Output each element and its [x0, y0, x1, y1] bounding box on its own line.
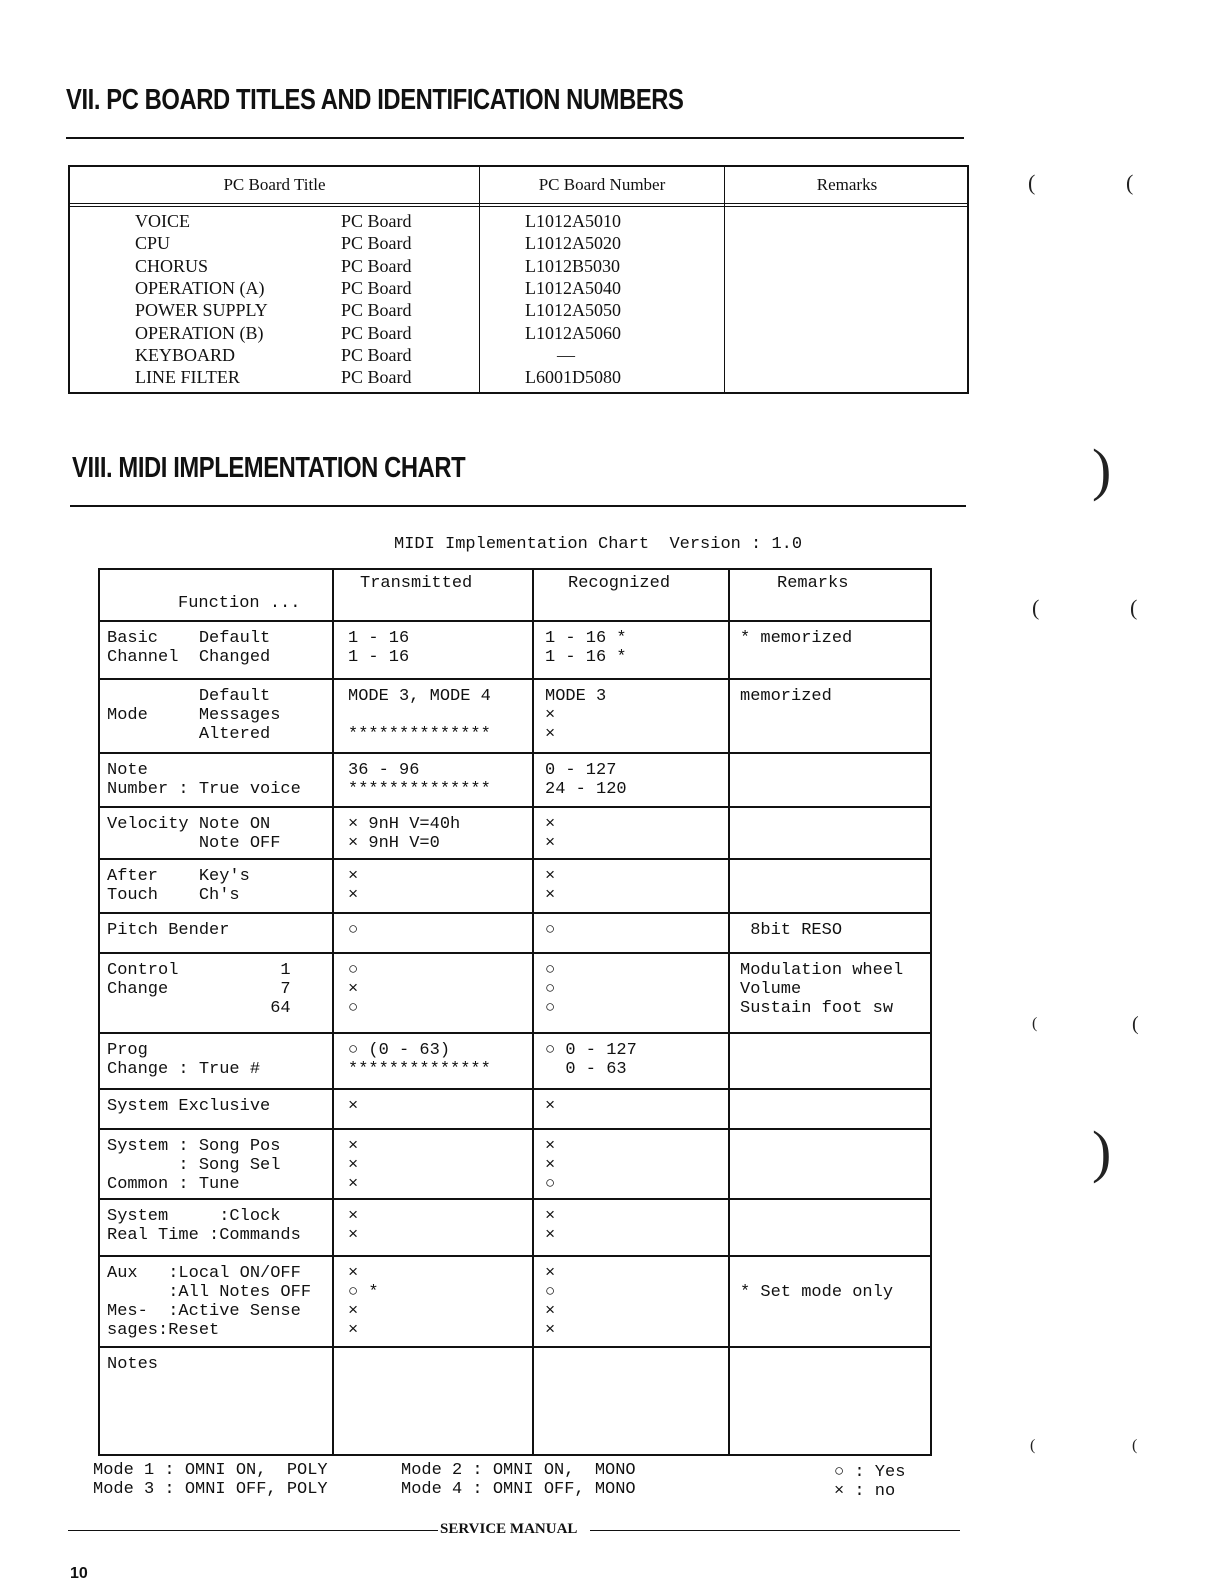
header-function: Function ... — [178, 594, 301, 613]
table-border — [98, 568, 932, 570]
midi-cell-recognized: × × — [545, 815, 556, 853]
midi-cell-transmitted: × × — [348, 867, 359, 905]
midi-cell-function: System :Clock Real Time :Commands — [107, 1207, 301, 1245]
margin-mark: ( — [1132, 1013, 1139, 1035]
midi-cell-function: Velocity Note ON Note OFF — [107, 815, 281, 853]
header-pc-board-title: PC Board Title — [223, 175, 326, 194]
midi-cell-function: Pitch Bender — [107, 921, 230, 940]
margin-mark: ( — [1126, 170, 1134, 195]
column-divider — [728, 568, 730, 1456]
header-transmitted: Transmitted — [360, 574, 473, 593]
board-type: PC Board — [341, 211, 412, 231]
legend-yes: ○ : Yes — [834, 1463, 906, 1482]
header-pc-board-number: PC Board Number — [538, 175, 666, 194]
footer-rule-left — [68, 1530, 438, 1531]
board-number: L1012A5010 — [525, 211, 621, 231]
column-divider — [332, 568, 334, 1456]
midi-cell-remarks: * memorized — [740, 629, 853, 648]
section7-rule — [66, 137, 964, 139]
midi-cell-transmitted: × 9nH V=40h × 9nH V=0 — [348, 815, 461, 853]
board-number: L1012A5060 — [525, 322, 621, 343]
section8-title: VIII. MIDI IMPLEMENTATION CHART — [72, 452, 466, 484]
board-number: L6001D5080 — [525, 367, 621, 388]
section7-title: VII. PC BOARD TITLES AND IDENTIFICATION NUMBERS — [66, 84, 684, 116]
board-type: PC Board — [341, 277, 412, 298]
board-number: — — [557, 344, 575, 365]
midi-cell-function: Aux :Local ON/OFF :All Notes OFF Mes- :Active Sense sages:Reset — [107, 1264, 312, 1340]
row-divider — [98, 952, 932, 954]
board-type: PC Board — [341, 322, 412, 343]
column-divider — [532, 568, 534, 1456]
midi-cell-transmitted: × × — [348, 1207, 359, 1245]
midi-cell-transmitted: × × × — [348, 1137, 359, 1194]
table-border — [930, 568, 932, 1456]
margin-mark: ( — [1030, 1437, 1036, 1454]
row-divider — [98, 1032, 932, 1034]
midi-cell-recognized: ○ ○ ○ — [545, 961, 556, 1018]
midi-cell-recognized: 1 - 16 * 1 - 16 * — [545, 629, 627, 667]
midi-cell-remarks: Modulation wheel Volume Sustain foot sw — [740, 961, 904, 1018]
margin-mark: ( — [1032, 595, 1040, 620]
board-title: KEYBOARD — [135, 344, 236, 365]
board-title: CHORUS — [135, 255, 209, 276]
board-number: L1012B5030 — [525, 255, 621, 276]
midi-cell-recognized: × ○ × × — [545, 1264, 556, 1340]
board-type: PC Board — [341, 233, 412, 254]
header-recognized: Recognized — [568, 574, 671, 593]
margin-mark: ( — [1028, 170, 1036, 195]
board-title: LINE FILTER — [135, 367, 240, 388]
board-number: L1012A5040 — [525, 277, 621, 298]
midi-cell-function: Basic Default Channel Changed — [107, 629, 271, 667]
midi-cell-transmitted: 36 - 96 ************** — [348, 761, 491, 799]
margin-mark: ( — [1130, 595, 1138, 620]
midi-cell-function: System Exclusive — [107, 1097, 271, 1116]
row-divider — [98, 678, 932, 680]
column-divider — [479, 167, 480, 392]
midi-cell-remarks: 8bit RESO — [740, 921, 843, 940]
midi-cell-transmitted: ○ × ○ — [348, 961, 359, 1018]
midi-cell-recognized: ○ 0 - 127 0 - 63 — [545, 1041, 637, 1079]
midi-cell-transmitted: MODE 3, MODE 4 ************** — [348, 687, 491, 744]
board-title: OPERATION (A) — [135, 277, 265, 298]
midi-cell-recognized: × × ○ — [545, 1137, 556, 1194]
midi-cell-function: After Key's Touch Ch's — [107, 867, 250, 905]
header-remarks: Remarks — [777, 574, 849, 593]
table-border — [98, 1454, 932, 1456]
midi-cell-transmitted: ○ (0 - 63) ************** — [348, 1041, 491, 1079]
column-divider — [724, 167, 725, 392]
legend-mode3: Mode 3 : OMNI OFF, POLY — [93, 1480, 328, 1499]
board-type: PC Board — [341, 300, 412, 321]
board-type: PC Board — [341, 367, 412, 388]
table-border — [98, 568, 100, 1456]
midi-cell-transmitted: × — [348, 1097, 359, 1116]
midi-cell-recognized: × — [545, 1097, 556, 1116]
midi-cell-function: Notes — [107, 1355, 159, 1374]
margin-mark: ) — [1092, 437, 1112, 502]
board-title: POWER SUPPLY — [135, 300, 268, 321]
midi-cell-function: System : Song Pos : Song Sel Common : Tune — [107, 1137, 281, 1194]
midi-cell-transmitted: × ○ * × × — [348, 1264, 379, 1340]
footer-rule-right — [590, 1530, 960, 1531]
row-divider — [98, 806, 932, 808]
section8-rule — [70, 505, 966, 507]
row-divider — [98, 1088, 932, 1090]
midi-cell-transmitted: 1 - 16 1 - 16 — [348, 629, 410, 667]
board-title: VOICE — [135, 211, 190, 231]
legend-mode4: Mode 4 : OMNI OFF, MONO — [401, 1480, 636, 1499]
board-title: CPU — [135, 233, 171, 254]
margin-mark: ( — [1032, 1015, 1038, 1032]
midi-cell-recognized: 0 - 127 24 - 120 — [545, 761, 627, 799]
legend-no: × : no — [834, 1482, 896, 1501]
midi-cell-function: Prog Change : True # — [107, 1041, 261, 1079]
legend-mode2: Mode 2 : OMNI ON, MONO — [401, 1461, 636, 1480]
midi-cell-transmitted: ○ — [348, 921, 359, 940]
midi-cell-function: Control 1 Change 7 64 — [107, 961, 291, 1018]
page-number: 10 — [70, 1566, 88, 1581]
header-remarks: Remarks — [816, 175, 878, 194]
midi-cell-recognized: × × — [545, 1207, 556, 1245]
footer-label: SERVICE MANUAL — [440, 1521, 578, 1537]
midi-cell-remarks: * Set mode only — [740, 1283, 894, 1302]
row-divider — [98, 1346, 932, 1348]
midi-cell-recognized: MODE 3 × × — [545, 687, 607, 744]
midi-cell-remarks: memorized — [740, 687, 832, 706]
board-type: PC Board — [341, 255, 412, 276]
margin-mark: ) — [1092, 1119, 1112, 1184]
midi-chart-caption: MIDI Implementation Chart Version : 1.0 — [394, 535, 803, 554]
midi-implementation-table — [98, 568, 932, 1456]
row-divider — [98, 912, 932, 914]
board-title: OPERATION (B) — [135, 322, 264, 343]
row-divider — [98, 620, 932, 622]
row-divider — [98, 1255, 932, 1257]
board-type: PC Board — [341, 344, 412, 365]
legend-mode1: Mode 1 : OMNI ON, POLY — [93, 1461, 328, 1480]
board-number: L1012A5050 — [525, 300, 621, 321]
row-divider — [98, 1128, 932, 1130]
row-divider — [98, 858, 932, 860]
midi-cell-recognized: × × — [545, 867, 556, 905]
midi-cell-function: Note Number : True voice — [107, 761, 301, 799]
midi-cell-recognized: ○ — [545, 921, 556, 940]
margin-mark: ( — [1132, 1437, 1138, 1454]
board-number: L1012A5020 — [525, 233, 621, 254]
row-divider — [98, 752, 932, 754]
midi-cell-function: Default Mode Messages Altered — [107, 687, 281, 744]
row-divider — [98, 1198, 932, 1200]
